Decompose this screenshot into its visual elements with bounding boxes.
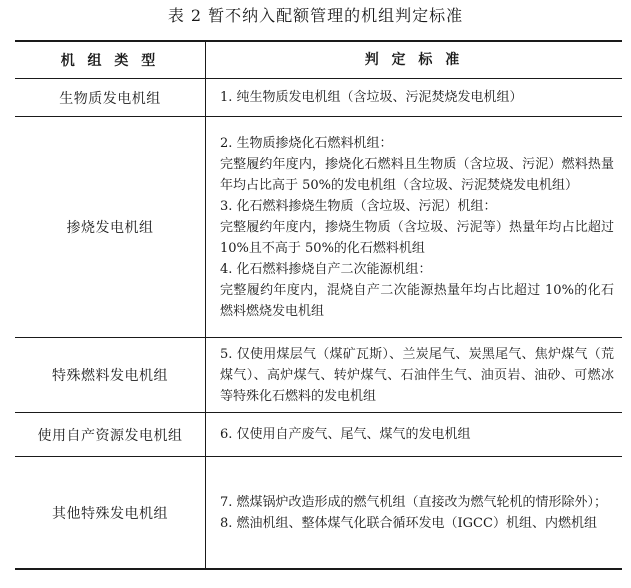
- criteria-cell: [206, 117, 622, 337]
- header-unit-type: 机 组 类 型: [15, 42, 206, 78]
- unit-type-cell: 特殊燃料发电机组: [15, 338, 206, 412]
- criteria-item-8: 8. 燃油机组、整体煤气化联合循环发电（IGCC）机组、内燃机组: [220, 515, 597, 531]
- table-row-other-special: [15, 457, 622, 568]
- criteria-item-6: 6. 仅使用自产废气、尾气、煤气的发电机组: [220, 427, 471, 442]
- criteria-item-7: 7. 燃煤锅炉改造形成的燃气机组（直接改为燃气轮机的情形除外）；: [220, 494, 608, 510]
- criteria-item-4-detail: 完整履约年度内，混烧自产二次能源热量年均占比超过 10%的化石燃料燃烧发电机组: [220, 282, 614, 319]
- unit-type-cell: 掺烧发电机组: [15, 117, 206, 337]
- criteria-item-5: 5. 仅使用煤层气（煤矿瓦斯）、兰炭尾气、炭黑尾气、焦炉煤气（荒煤气）、高炉煤气、转炉煤气、石油伴生气、油页岩、油砂、可燃冰等特殊化石燃料的发电机组: [220, 346, 614, 404]
- criteria-table: [15, 40, 622, 570]
- unit-type-cell: 生物质发电机组: [15, 79, 206, 116]
- unit-type-cell: 其他特殊发电机组: [15, 457, 206, 568]
- table-row-cofiring: [15, 117, 622, 338]
- criteria-item-1: 1. 纯生物质发电机组（含垃圾、污泥焚烧发电机组）: [220, 90, 523, 105]
- table-row-special-fuel: [15, 338, 622, 413]
- criteria-item-2-title: 2. 生物质掺烧化石燃料机组：: [220, 135, 393, 151]
- table-caption: 表 2 暂不纳入配额管理的机组判定标准: [167, 6, 464, 25]
- criteria-item-3-detail: 完整履约年度内，掺烧生物质（含垃圾、污泥等）热量年均占比超过 10%且不高于 50%的化石燃料机组: [220, 219, 614, 256]
- criteria-cell: [206, 79, 622, 116]
- criteria-cell: [206, 413, 622, 456]
- criteria-item-4-title: 4. 化石燃料掺烧自产二次能源机组：: [220, 261, 432, 277]
- criteria-item-3-title: 3. 化石燃料掺烧生物质（含垃圾、污泥）机组：: [220, 198, 497, 214]
- unit-type-cell: 使用自产资源发电机组: [15, 413, 206, 456]
- table-row-biomass: [15, 79, 622, 117]
- criteria-cell: [206, 338, 622, 412]
- header-criteria: 判 定 标 准: [364, 51, 464, 68]
- table-row-self-produced: [15, 413, 622, 457]
- criteria-item-2-detail: 完整履约年度内，掺烧化石燃料且生物质（含垃圾、污泥）燃料热量年均占比高于 50%的发电机组（含垃圾、污泥焚烧发电机组）: [220, 156, 614, 193]
- table-header-row: [15, 42, 622, 79]
- criteria-cell: [206, 457, 622, 568]
